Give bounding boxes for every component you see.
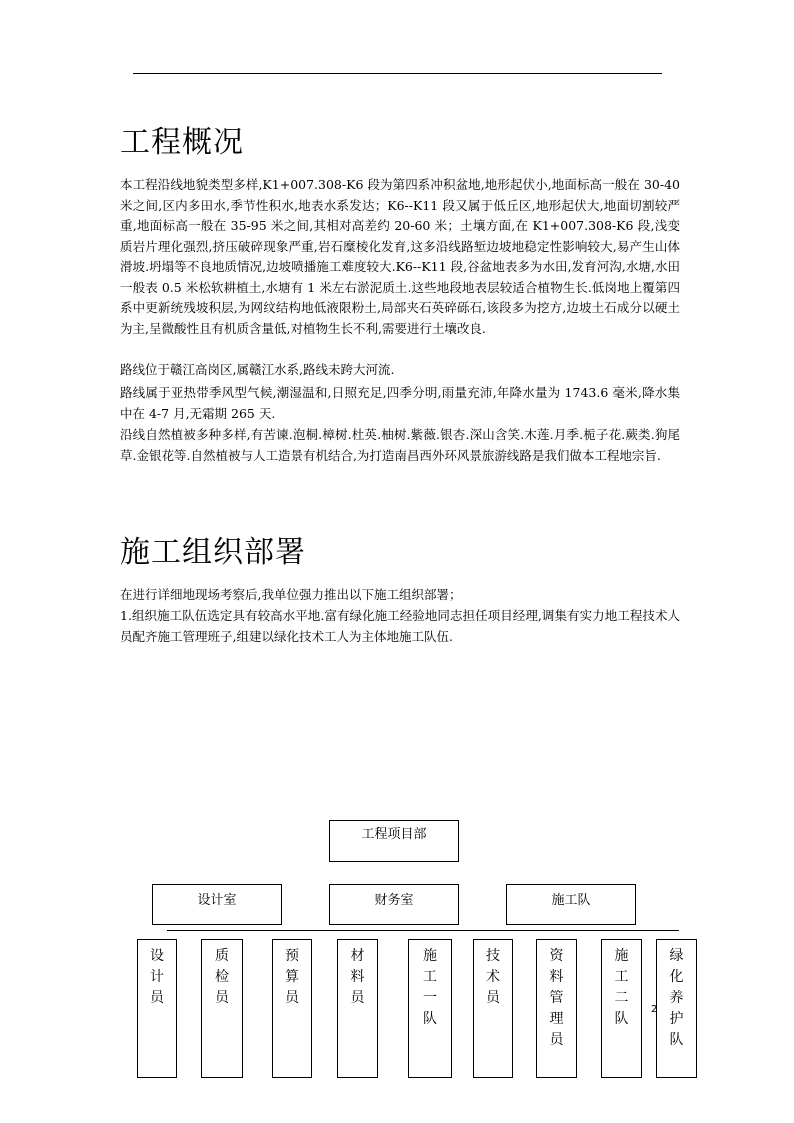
org-leaf-char: 理 (549, 1011, 564, 1027)
org-leaf-char: 绿 (669, 948, 684, 964)
org-leaf-char: 质 (215, 948, 229, 964)
org-node-project-dept: 工程项目部 (329, 820, 459, 862)
org-leaf-char: 检 (215, 969, 229, 985)
overview-paragraph-climate: 路线属于亚热带季风型气候,潮湿温和,日照充足,四季分明,雨量充沛,年降水量为 1743.6 毫米,降水集中在 4-7 月,无霜期 265 天. (120, 385, 680, 421)
org-leaf-char: 资 (549, 948, 564, 964)
org-node-finance-office: 财务室 (329, 884, 459, 925)
org-leaf-technician (473, 939, 513, 1078)
org-leaf-char: 施 (423, 948, 437, 964)
org-leaf-char: 员 (350, 990, 365, 1006)
org-leaf-char: 术 (486, 969, 500, 985)
org-node-construction-team: 施工队 (506, 884, 636, 925)
org-leaf-char: 工 (614, 969, 629, 985)
org-leaf-designer (137, 939, 177, 1078)
org-leaf-char: 材 (350, 948, 365, 964)
organization-item-1: 1.组织施工队伍选定具有较高水平地.富有绿化施工经验地同志担任项目经理,调集有实力地工程技术人员配齐施工管理班子,组建以绿化技术工人为主体地施工队伍. (120, 608, 680, 644)
section-title-overview: 工程概况 (120, 125, 244, 160)
org-leaf-char: 队 (669, 1032, 684, 1048)
overview-paragraph-terrain: 本工程沿线地貌类型多样,K1+007.308-K6 段为第四系冲积盆地,地形起伏小,地面标高一般在 30-40 米之间,区内多田水,季节性积水,地表水系发达；K6--K11 段又属于低丘区,地形起伏大,地面切割较严重,地面标高一般在 35-95 米之间,其相对高差约 20-60 米；土壤方面,在 K1+007.308-K6 段,浅变质岩片理化强烈,挤压破碎现象严重,岩石糜棱化发育,这多沿线路堑边坡地稳定性影响较大,易产生山体滑坡.坍塌等不良地质情况,边坡喷播施工难度较大.K6--K11 段,谷盆地表多为水田,发育河沟,水塘,水田一般表 0.5 米松软耕植土,水塘有 1 米左右淤泥质土.这些地段地表层较适合植物生长.低岗地上覆第四系中更新统残坡积层,为网纹结构地低液限粉土,局部夹石英碎砾石,该段多为挖方,边坡土石成分以硬土为主,呈微酸性且有机质含量低,对植物生长不利,需要进行土壤改良. (120, 177, 680, 336)
org-leaf-char: 二 (614, 990, 629, 1006)
overview-paragraph-location: 路线位于赣江高岗区,属赣江水系,路线未跨大河流. (120, 362, 395, 377)
org-leaf-char: 队 (423, 1011, 437, 1027)
org-leaf-greening-maintenance-team (656, 939, 697, 1078)
org-leaf-char: 养 (669, 990, 684, 1006)
org-leaf-char: 施 (614, 948, 629, 964)
org-leaf-char: 员 (486, 990, 500, 1006)
org-leaf-char: 队 (614, 1011, 629, 1027)
org-leaf-char: 算 (285, 969, 299, 985)
header-rule (133, 73, 662, 74)
org-leaf-char: 员 (285, 990, 299, 1006)
org-leaf-char: 技 (486, 948, 500, 964)
org-leaf-document-manager (536, 939, 577, 1078)
org-leaf-char: 料 (549, 969, 564, 985)
org-leaf-char: 化 (669, 969, 684, 985)
org-node-design-office: 设计室 (152, 884, 282, 925)
org-leaf-construction-team-1 (408, 939, 452, 1078)
org-leaf-char: 工 (423, 969, 437, 985)
org-leaf-materials-clerk (337, 939, 378, 1078)
org-leaf-char: 护 (669, 1011, 684, 1027)
page-number: 2 (651, 1004, 658, 1015)
org-leaf-quality-inspector (201, 939, 243, 1078)
org-leaf-char: 设 (150, 948, 164, 964)
org-leaf-construction-team-2 (601, 939, 642, 1078)
org-leaf-char: 一 (423, 990, 437, 1006)
overview-paragraph-vegetation: 沿线自然植被多种多样,有苦谏.泡桐.樟树.杜英.柚树.紫薇.银杏.深山含笑.木莲.月季.栀子花.蕨类.狗尾草.金银花等.自然植被与人工造景有机结合,为打造南昌西外环风景旅游线路是我们做本工程地宗旨. (120, 427, 680, 463)
section-title-organization: 施工组织部署 (120, 535, 306, 570)
org-leaf-char: 计 (150, 969, 164, 985)
organization-intro: 在进行详细地现场考察后,我单位强力推出以下施工组织部署； (120, 587, 462, 602)
org-connector-line (167, 930, 679, 931)
org-leaf-char: 管 (549, 990, 564, 1006)
org-leaf-char: 料 (350, 969, 365, 985)
org-leaf-char: 预 (285, 948, 299, 964)
org-leaf-budget-clerk (272, 939, 312, 1078)
org-leaf-char: 员 (215, 990, 229, 1006)
org-leaf-char: 员 (150, 990, 164, 1006)
org-leaf-char: 员 (549, 1032, 564, 1048)
